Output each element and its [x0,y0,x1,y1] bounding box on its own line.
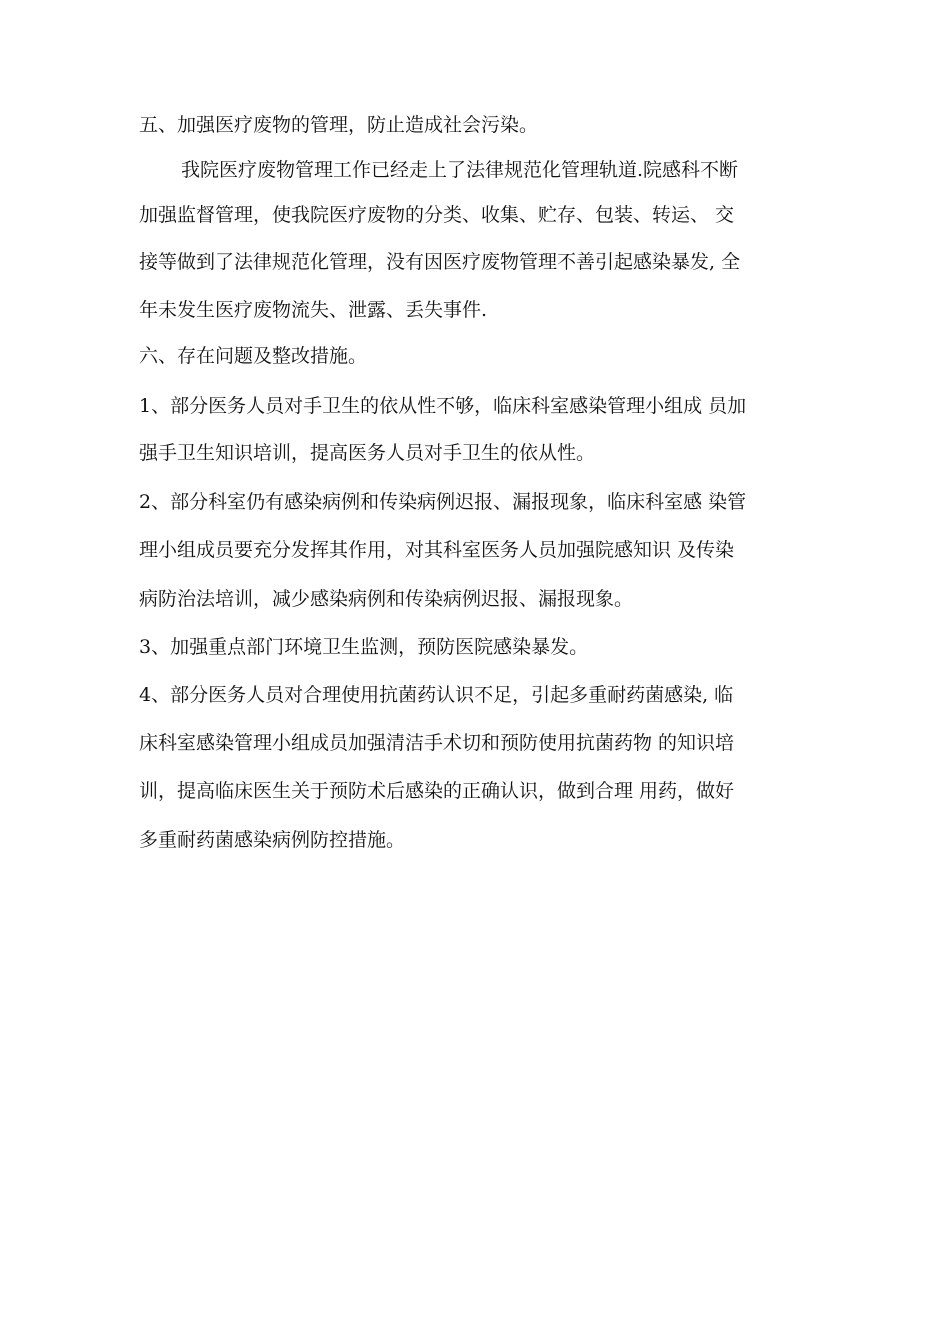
paragraph-line: 我院医疗废物管理工作已经走上了法律规范化管理轨道.院感科不断 [181,159,739,181]
list-item-line: 1、部分医务人员对手卫生的依从性不够，临床科室感染管理小组成 员加 [139,395,747,417]
paragraph-line: 加强监督管理，使我院医疗废物的分类、收集、贮存、包装、转运、 交 [139,204,735,226]
section-five-heading: 五、加强医疗废物的管理，防止造成社会污染。 [139,114,539,136]
list-item-line: 训，提高临床医生关于预防术后感染的正确认识，做到合理 用药，做好 [139,780,735,802]
paragraph-line: 接等做到了法律规范化管理，没有因医疗废物管理不善引起感染暴发, 全 [139,251,741,273]
list-item-line: 理小组成员要充分发挥其作用，对其科室医务人员加强院感知识 及传染 [139,539,735,561]
list-item-line: 多重耐药菌感染病例防控措施。 [139,829,406,851]
list-item-line: 4、部分医务人员对合理使用抗菌药认识不足，引起多重耐药菌感染, 临 [139,684,734,706]
list-item-line: 强手卫生知识培训，提高医务人员对手卫生的依从性。 [139,442,596,464]
list-item-line: 病防治法培训，减少感染病例和传染病例迟报、漏报现象。 [139,588,634,610]
list-item-line: 床科室感染管理小组成员加强清洁手术切和预防使用抗菌药物 的知识培 [139,732,735,754]
section-six-heading: 六、存在问题及整改措施。 [139,345,368,367]
paragraph-line: 年未发生医疗废物流失、泄露、丢失事件. [139,299,488,321]
list-item-line: 3、加强重点部门环境卫生监测，预防医院感染暴发。 [139,636,589,658]
list-item-line: 2、部分科室仍有感染病例和传染病例迟报、漏报现象，临床科室感 染管 [139,491,747,513]
